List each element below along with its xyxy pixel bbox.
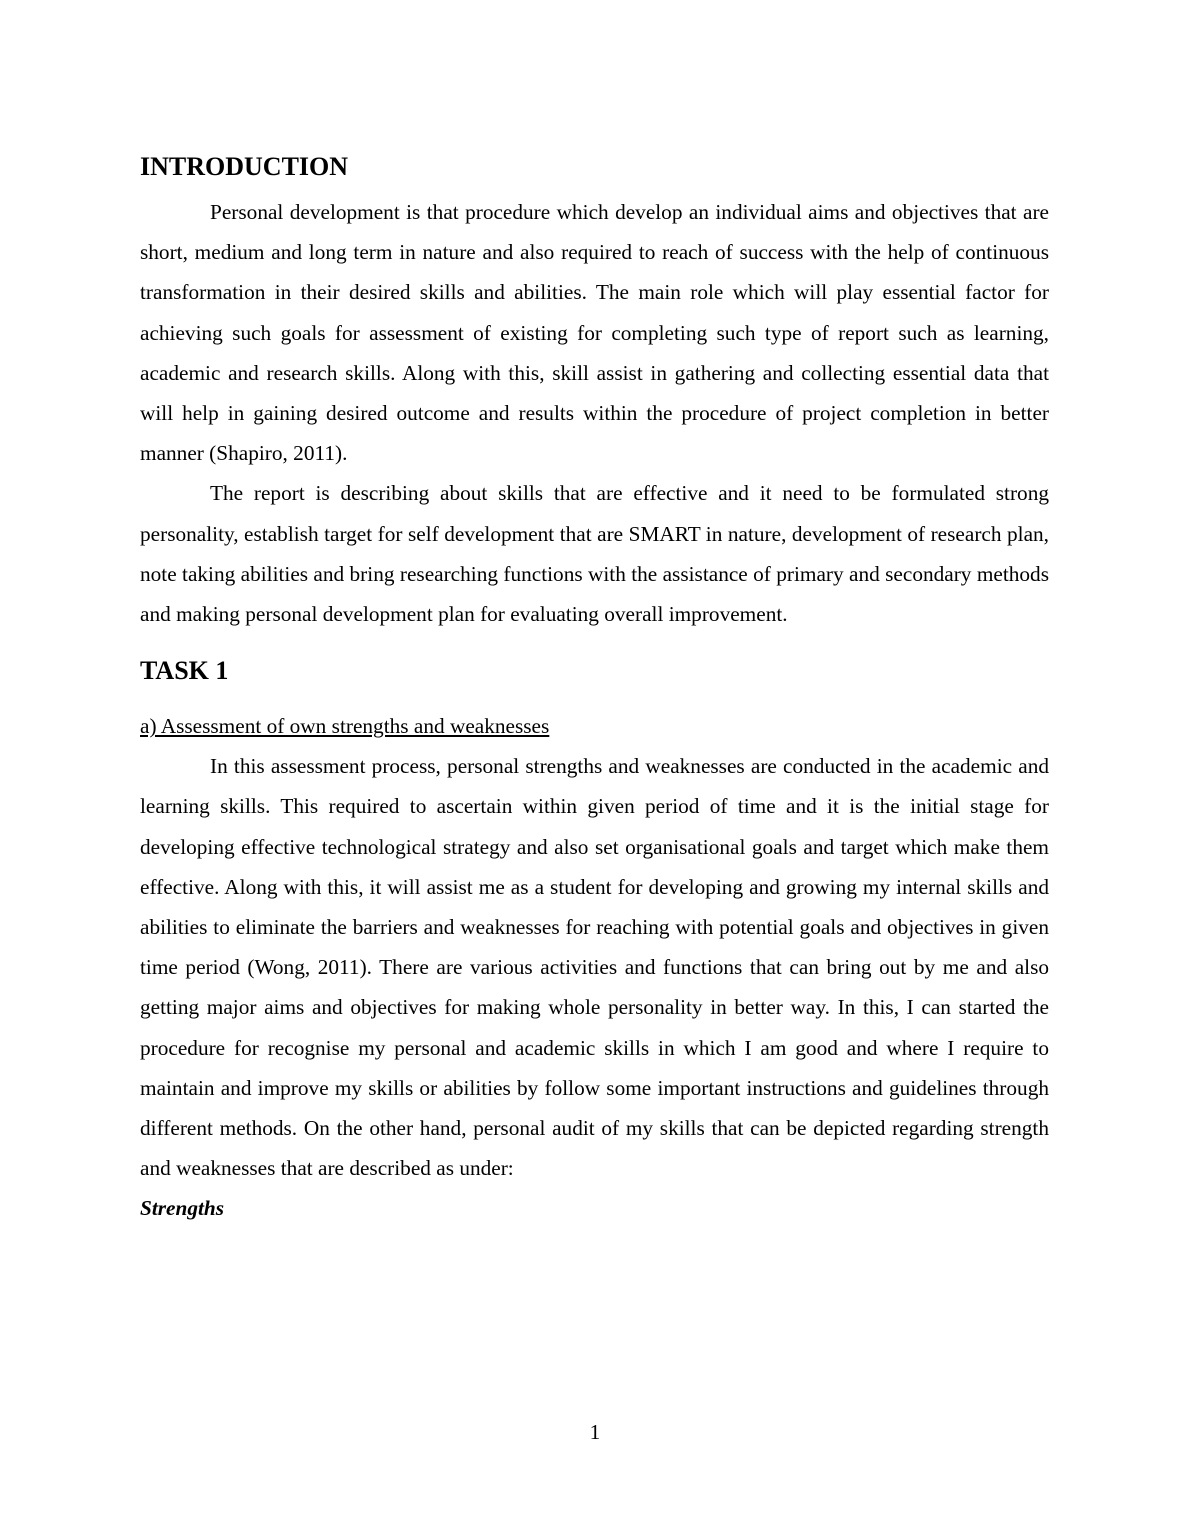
document-page [140,150,1049,1228]
task1-subheading: a) Assessment of own strengths and weaknesses [140,714,550,739]
task1-heading: TASK 1 [140,656,229,686]
task1-paragraph: In this assessment process, personal strengths and weaknesses are conducted in the academic and learning skills. This required to ascertain within given period of time and it is the initial stage for developing effective technological strategy and also set organisational goals and target which make them effective. Along with this, it will assist me as a student for developing and growing my internal skills and abilities to eliminate the barriers and weaknesses for reaching with potential goals and objectives in given time period (Wong, 2011). There are various activities and functions that can bring out by me and also getting major aims and objectives for making whole personality in better way. In this, I can started the procedure for recognise my personal and academic skills in which I am good and where I require to maintain and improve my skills or abilities by follow some important instructions and guidelines through different methods. On the other hand, personal audit of my skills that can be depicted regarding strength and weaknesses that are described as under: [140,754,1049,1181]
strengths-label: Strengths [140,1196,225,1221]
page-number: 1 [589,1420,601,1444]
introduction-paragraph-1: Personal development is that procedure which develop an individual aims and objectives that are short, medium and long term in nature and also required to reach of success with the help of continuous transformation in their desired skills and abilities. The main role which will play essential factor for achieving such goals for assessment of existing for completing such type of report such as learning, academic and research skills. Along with this, skill assist in gathering and collecting essential data that will help in gaining desired outcome and results within the procedure of project completion in better manner (Shapiro, 2011). [140,200,1049,466]
introduction-heading: INTRODUCTION [140,152,349,181]
introduction-paragraph-2: The report is describing about skills that are effective and it need to be formulated strong personality, establish target for self development that are SMART in nature, development of research plan, note taking abilities and bring researching functions with the assistance of primary and secondary methods and making personal development plan for evaluating overall improvement. [140,481,1049,627]
